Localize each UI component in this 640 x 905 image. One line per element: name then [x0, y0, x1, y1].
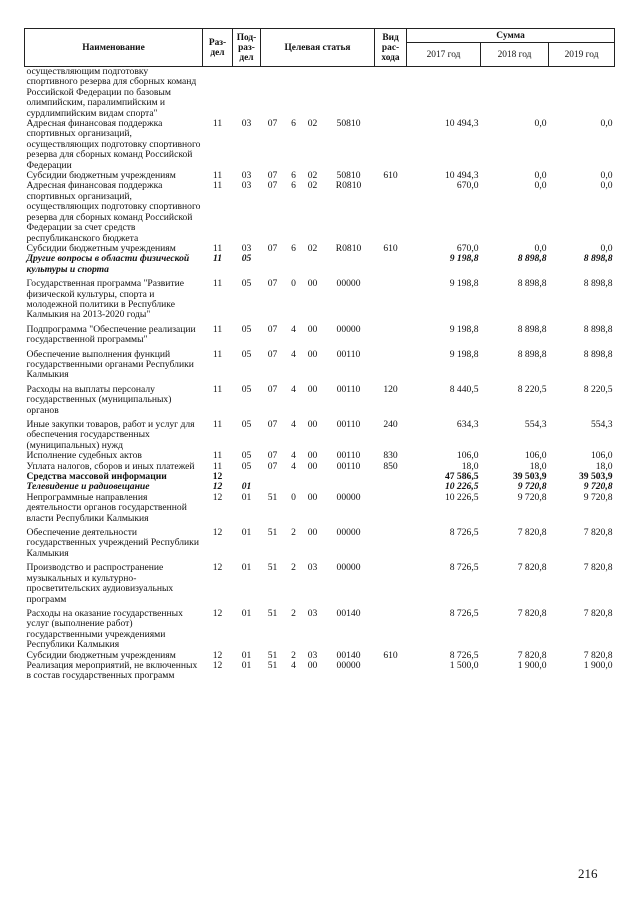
row-sum-2018: 0,0 [534, 180, 547, 192]
row-sum-2019: 0,0 [600, 170, 613, 182]
row-sum-2017: 106,0 [456, 450, 479, 462]
row-podrazdel: 05 [241, 323, 252, 335]
row-target-direction [323, 472, 375, 482]
row-sum-2019: 0,0 [600, 118, 613, 130]
row-sum-2017: 634,3 [456, 419, 479, 430]
row-name: Субсидии бюджетным учреждениям [26, 242, 176, 254]
row-podrazdel: 05 [241, 419, 252, 430]
table-row [25, 493, 615, 524]
row-expense-type [375, 346, 407, 381]
row-target-subprogram: 6 [291, 118, 296, 130]
row-sum-2019: 0,0 [600, 242, 613, 254]
row-name: Адресная финансовая поддержка спортивных организаций, осуществляющих подготовку спортивного резерва для сборных команд Российской Федерации за счет средств республиканского бюджета [26, 180, 201, 244]
row-target-main-event [303, 472, 323, 482]
row-target-program: 07 [267, 278, 278, 290]
row-target-direction: 00000 [336, 562, 361, 574]
row-expense-type [375, 254, 407, 275]
row-expense-type [375, 559, 407, 605]
row-razdel [203, 67, 233, 120]
row-target-main-event: 00 [307, 527, 318, 539]
row-target-subprogram: 4 [291, 450, 296, 462]
table-row [25, 181, 615, 243]
row-sum-2017: 47 586,5 [444, 471, 479, 483]
row-podrazdel: 05 [241, 450, 252, 462]
row-target-main-event: 02 [307, 242, 318, 254]
row-name: Обеспечение деятельности государственных учреждений Республики Калмыкия [26, 527, 199, 559]
row-sum-2017: 8 726,5 [449, 649, 479, 661]
row-target-program [261, 472, 285, 482]
row-sum-2019: 106,0 [590, 450, 613, 462]
row-sum-2019: 554,3 [590, 419, 613, 430]
row-sum-2019: 7 820,8 [583, 649, 613, 661]
row-target-direction: 00000 [336, 278, 361, 290]
row-sum-2019: 9 720,8 [583, 491, 613, 503]
row-name: Подпрограмма "Обеспечение реализации государственной программы" [26, 323, 196, 346]
row-podrazdel: 05 [241, 383, 252, 395]
row-podrazdel [233, 67, 261, 120]
row-razdel: 12 [212, 649, 223, 661]
table-row [25, 559, 615, 605]
row-name: Непрограммные направления деятельности органов государственной власти Республики Калмыкия [26, 491, 187, 524]
row-target-subprogram: 0 [291, 491, 296, 503]
row-sum-2017: 10 226,5 [444, 491, 479, 503]
row-target-program: 07 [267, 180, 278, 192]
row-sum-2017: 8 440,5 [449, 383, 479, 395]
row-name: Адресная финансовая поддержка спортивных организаций, осуществляющих подготовку спортивного резерва для сборных команд Российской Федерации [26, 118, 201, 171]
row-podrazdel: 01 [241, 527, 252, 539]
header-expense-type: Вид рас- хода [375, 29, 407, 67]
row-target-direction: 00110 [336, 419, 361, 430]
row-target-subprogram [285, 254, 303, 275]
table-row [25, 346, 615, 381]
row-target-program: 07 [267, 118, 278, 130]
table-row [25, 605, 615, 651]
row-podrazdel: 05 [241, 278, 252, 290]
row-razdel: 12 [212, 481, 223, 493]
row-sum-2018: 0,0 [534, 170, 547, 182]
row-name: осуществляющим подготовку спортивного резерва для сборных команд Российской Федерации по базовым олимпийским, паралимпийским и сурдлимпийским видам спорта" [26, 66, 197, 119]
header-sum: Сумма [407, 29, 615, 43]
row-target-subprogram: 4 [291, 460, 296, 472]
row-sum-2018: 7 820,8 [517, 607, 547, 619]
row-sum-2019: 1 900,0 [583, 659, 613, 671]
row-name: Уплата налогов, сборов и иных платежей [26, 460, 195, 472]
row-target-subprogram [285, 67, 303, 120]
row-name: Субсидии бюджетным учреждениям [26, 170, 176, 182]
row-sum-2018: 9 720,8 [517, 491, 547, 503]
row-expense-type: 610 [383, 242, 398, 254]
table-row [25, 119, 615, 171]
row-razdel: 11 [212, 170, 223, 182]
row-podrazdel: 05 [241, 348, 252, 360]
row-target-subprogram: 4 [291, 383, 296, 395]
row-target-direction: R0810 [335, 180, 362, 192]
row-sum-2017: 18,0 [461, 460, 479, 472]
table-row [25, 275, 615, 321]
row-target-main-event: 00 [307, 659, 318, 671]
budget-table [24, 28, 615, 682]
row-sum-2019: 7 820,8 [583, 562, 613, 574]
row-target-main-event: 02 [307, 170, 318, 182]
row-sum-2018: 8 898,8 [517, 253, 547, 265]
row-razdel: 11 [212, 383, 223, 395]
row-sum-2018: 8 898,8 [517, 348, 547, 360]
row-target-program: 07 [267, 170, 278, 182]
row-target-program: 07 [267, 383, 278, 395]
row-target-subprogram: 2 [291, 527, 296, 539]
row-sum-2017 [407, 67, 481, 120]
row-target-direction: 00000 [336, 323, 361, 335]
row-sum-2018: 8 898,8 [517, 278, 547, 290]
row-podrazdel: 01 [241, 659, 252, 671]
row-target-subprogram: 2 [291, 649, 296, 661]
row-target-program: 07 [267, 419, 278, 430]
row-name: Субсидии бюджетным учреждениям [26, 649, 176, 661]
row-target-direction: 00140 [336, 607, 361, 619]
row-expense-type: 610 [383, 170, 398, 182]
row-target-main-event: 03 [307, 649, 318, 661]
page-number: 216 [578, 866, 598, 881]
row-sum-2019: 39 503,9 [578, 471, 613, 483]
row-razdel: 11 [212, 323, 223, 335]
row-target-main-event: 00 [307, 491, 318, 503]
row-target-subprogram: 6 [291, 180, 296, 192]
table-row [25, 67, 615, 120]
row-expense-type [375, 181, 407, 243]
row-sum-2019: 8 898,8 [583, 323, 613, 335]
row-target-main-event: 00 [307, 419, 318, 430]
row-sum-2017: 9 198,8 [449, 348, 479, 360]
row-sum-2018: 9 720,8 [517, 481, 547, 493]
row-target-direction [323, 254, 375, 275]
row-expense-type: 610 [383, 649, 398, 661]
row-target-direction: 00000 [336, 491, 361, 503]
row-sum-2017: 670,0 [456, 242, 479, 254]
row-name: Расходы на оказание государственных услуг (выполнение работ) государственными учреждениями Республики Калмыкия [26, 607, 183, 651]
row-sum-2019 [549, 67, 615, 120]
header-year-2019: 2019 год [549, 43, 615, 67]
header-podrazdel: Под- раз- дел [233, 29, 261, 67]
row-sum-2017: 10 494,3 [444, 170, 479, 182]
row-target-program: 51 [267, 649, 278, 661]
row-target-main-event: 00 [307, 450, 318, 462]
row-expense-type: 240 [383, 419, 398, 430]
row-sum-2019: 0,0 [600, 180, 613, 192]
row-target-program: 51 [267, 562, 278, 574]
row-target-program: 07 [267, 348, 278, 360]
row-target-subprogram: 4 [291, 348, 296, 360]
row-expense-type: 830 [383, 450, 398, 462]
row-expense-type [375, 661, 407, 682]
row-expense-type [375, 605, 407, 651]
row-name: Производство и распространение музыкальных и культурно-просветительских аудиовизуальных программ [26, 562, 174, 605]
row-sum-2017: 9 198,8 [449, 278, 479, 290]
row-target-main-event: 00 [307, 278, 318, 290]
row-podrazdel: 01 [241, 481, 252, 493]
row-sum-2018: 0,0 [534, 242, 547, 254]
row-sum-2018: 7 820,8 [517, 527, 547, 539]
table-row [25, 254, 615, 275]
row-razdel: 12 [212, 527, 223, 539]
row-razdel: 12 [212, 659, 223, 671]
row-expense-type: 850 [383, 460, 398, 472]
row-target-program: 07 [267, 323, 278, 335]
row-target-main-event: 00 [307, 323, 318, 335]
row-target-program: 51 [267, 659, 278, 671]
row-sum-2018: 7 820,8 [517, 562, 547, 574]
row-sum-2017: 10 494,3 [444, 118, 479, 130]
table-header [25, 29, 615, 67]
row-name: Средства массовой информации [26, 471, 167, 483]
row-target-main-event: 02 [307, 180, 318, 192]
row-expense-type [375, 472, 407, 482]
row-razdel: 12 [212, 607, 223, 619]
row-sum-2019: 8 220,5 [583, 383, 613, 395]
row-target-main-event: 02 [307, 118, 318, 130]
row-name: Государственная программа "Развитие физической культуры, спорта и молодежной политики в Республике Калмыкия на 2013-2020 годы" [26, 278, 185, 321]
row-sum-2018: 8 898,8 [517, 323, 547, 335]
row-target-direction: 00000 [336, 527, 361, 539]
row-target-subprogram: 4 [291, 323, 296, 335]
row-target-direction: 50810 [336, 170, 361, 182]
row-podrazdel: 01 [241, 649, 252, 661]
row-sum-2019: 8 898,8 [583, 278, 613, 290]
row-sum-2017: 670,0 [456, 180, 479, 192]
row-sum-2018: 554,3 [524, 419, 547, 430]
row-razdel: 11 [212, 348, 223, 360]
row-target-subprogram: 4 [291, 659, 296, 671]
header-razdel: Раз- дел [203, 29, 233, 67]
row-name: Телевидение и радиовещание [26, 481, 150, 493]
table-row [25, 524, 615, 559]
row-expense-type: 120 [383, 383, 398, 395]
table-row [25, 321, 615, 346]
row-sum-2017: 1 500,0 [449, 659, 479, 671]
row-expense-type [375, 321, 407, 346]
row-sum-2018: 106,0 [524, 450, 547, 462]
row-razdel: 11 [212, 253, 223, 265]
row-podrazdel: 05 [241, 253, 252, 265]
row-target-subprogram: 0 [291, 278, 296, 290]
table-body [25, 67, 615, 682]
row-expense-type [375, 493, 407, 524]
row-target-main-event: 00 [307, 383, 318, 395]
row-razdel: 12 [212, 471, 223, 483]
row-podrazdel: 05 [241, 460, 252, 472]
row-target-subprogram: 2 [291, 562, 296, 574]
row-target-program: 07 [267, 242, 278, 254]
row-podrazdel: 01 [241, 562, 252, 574]
row-target-main-event [303, 67, 323, 120]
row-target-direction: 00110 [336, 348, 361, 360]
row-target-subprogram [285, 472, 303, 482]
row-razdel: 11 [212, 180, 223, 192]
row-target-direction: 00000 [336, 659, 361, 671]
row-sum-2019: 8 898,8 [583, 348, 613, 360]
row-name: Расходы на выплаты персоналу государственных (муниципальных) органов [26, 383, 172, 416]
row-podrazdel: 01 [241, 491, 252, 503]
row-sum-2017: 9 198,8 [449, 323, 479, 335]
row-target-main-event [303, 254, 323, 275]
row-razdel: 11 [212, 118, 223, 130]
row-sum-2018: 1 900,0 [517, 659, 547, 671]
row-sum-2019: 18,0 [595, 460, 613, 472]
row-sum-2019: 7 820,8 [583, 527, 613, 539]
row-sum-2018 [481, 67, 549, 120]
row-target-direction: 00110 [336, 450, 361, 462]
row-sum-2017: 8 726,5 [449, 607, 479, 619]
row-podrazdel: 03 [241, 170, 252, 182]
row-razdel: 11 [212, 242, 223, 254]
header-name: Наименование [25, 29, 203, 67]
row-sum-2018: 8 220,5 [517, 383, 547, 395]
row-target-program [261, 67, 285, 120]
row-expense-type [375, 275, 407, 321]
row-target-direction [323, 67, 375, 120]
header-year-2017: 2017 год [407, 43, 481, 67]
row-sum-2017: 9 198,8 [449, 253, 479, 265]
row-name: Иные закупки товаров, работ и услуг для обеспечения государственных (муниципальных) нужд [26, 419, 195, 451]
row-expense-type [375, 119, 407, 171]
row-razdel: 11 [212, 278, 223, 290]
row-sum-2018: 0,0 [534, 118, 547, 130]
row-target-direction: R0810 [335, 242, 362, 254]
row-target-main-event: 03 [307, 562, 318, 574]
row-expense-type [375, 482, 407, 492]
row-sum-2018: 7 820,8 [517, 649, 547, 661]
row-sum-2019: 7 820,8 [583, 607, 613, 619]
row-razdel: 12 [212, 491, 223, 503]
row-target-direction: 50810 [336, 118, 361, 130]
row-target-direction: 00110 [336, 383, 361, 395]
row-razdel: 11 [212, 460, 223, 472]
row-target-main-event: 00 [307, 460, 318, 472]
header-year-2018: 2018 год [481, 43, 549, 67]
row-target-program: 51 [267, 491, 278, 503]
row-target-direction: 00110 [336, 460, 361, 472]
row-expense-type [375, 524, 407, 559]
row-podrazdel: 03 [241, 242, 252, 254]
row-sum-2018: 39 503,9 [512, 471, 547, 483]
row-podrazdel: 01 [241, 607, 252, 619]
row-sum-2017: 8 726,5 [449, 562, 479, 574]
row-name: Другие вопросы в области физической культуры и спорта [26, 253, 190, 275]
row-razdel: 11 [212, 450, 223, 462]
row-target-program: 07 [267, 450, 278, 462]
table-row [25, 416, 615, 451]
row-sum-2017: 10 226,5 [444, 481, 479, 493]
row-razdel: 11 [212, 419, 223, 430]
row-sum-2017: 8 726,5 [449, 527, 479, 539]
row-sum-2018: 18,0 [529, 460, 547, 472]
table-row [25, 661, 615, 682]
row-sum-2019: 9 720,8 [583, 481, 613, 493]
header-target-article: Целевая статья [261, 29, 375, 67]
row-target-subprogram: 2 [291, 607, 296, 619]
row-target-direction: 00140 [336, 649, 361, 661]
row-expense-type [375, 67, 407, 120]
row-target-subprogram: 4 [291, 419, 296, 430]
row-target-program: 51 [267, 527, 278, 539]
row-podrazdel: 03 [241, 118, 252, 130]
row-target-main-event: 00 [307, 348, 318, 360]
row-name: Реализация мероприятий, не включенных в состав государственных программ [26, 659, 198, 682]
row-podrazdel: 03 [241, 180, 252, 192]
table-row [25, 381, 615, 416]
row-target-subprogram: 6 [291, 242, 296, 254]
row-target-subprogram: 6 [291, 170, 296, 182]
row-target-program: 51 [267, 607, 278, 619]
row-target-program: 07 [267, 460, 278, 472]
row-name: Обеспечение выполнения функций государственными органами Республики Калмыкия [26, 348, 194, 381]
row-sum-2019: 8 898,8 [583, 253, 613, 265]
row-target-main-event: 03 [307, 607, 318, 619]
row-name: Исполнение судебных актов [26, 450, 142, 462]
row-target-program [261, 254, 285, 275]
row-razdel: 12 [212, 562, 223, 574]
